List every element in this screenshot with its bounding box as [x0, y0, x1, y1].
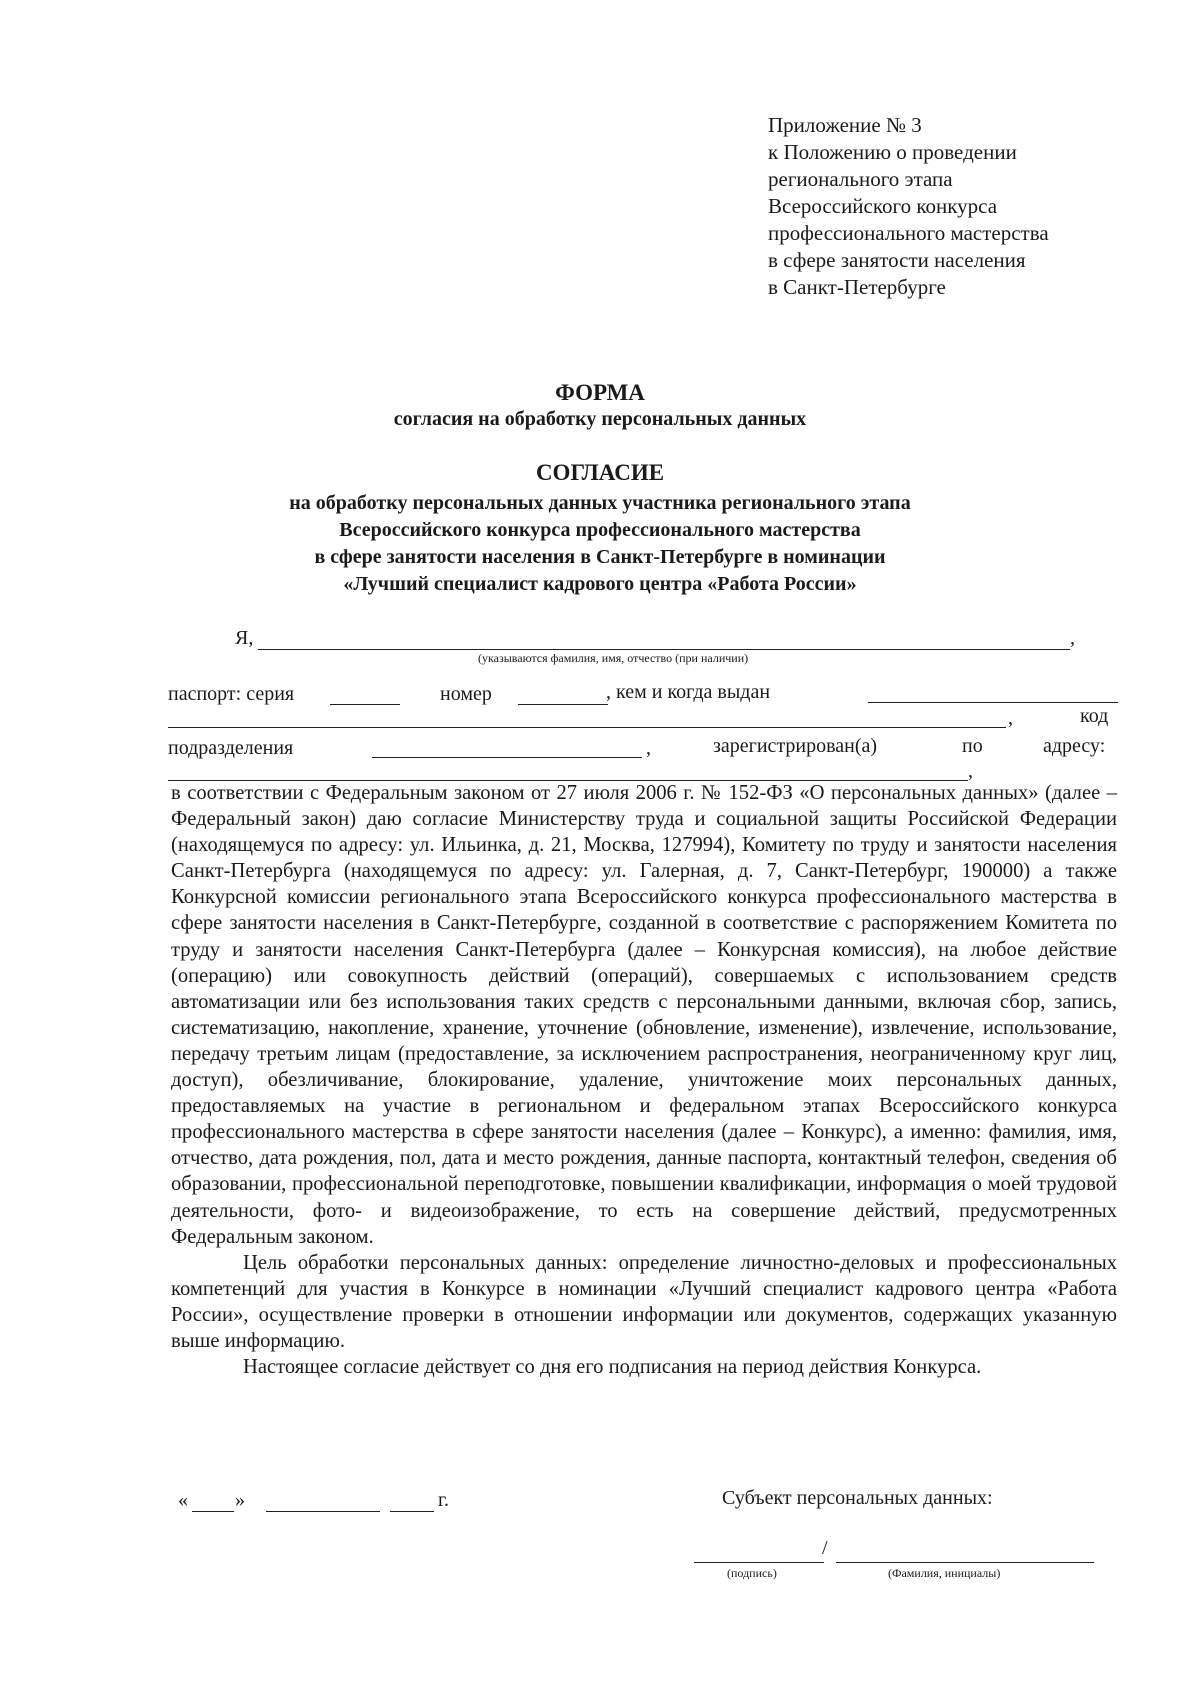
- issued-label: , кем и когда выдан: [606, 681, 771, 703]
- form-subtitle: согласия на обработку персональных данных: [393, 408, 807, 430]
- date-day-line[interactable]: [192, 1511, 234, 1512]
- division-label: подразделения: [168, 737, 294, 759]
- consent-title: СОГЛАСИЕ: [535, 460, 665, 485]
- form-title: ФОРМА: [555, 380, 645, 405]
- body-paragraph-3: Настоящее согласие действует со дня его подписания на период действия Конкурса.: [243, 1356, 982, 1379]
- passport-label: паспорт: серия: [168, 683, 295, 705]
- issued-continuation-line[interactable]: [168, 727, 1006, 728]
- passport-series-line[interactable]: [330, 704, 400, 705]
- passport-number-line[interactable]: [518, 704, 608, 705]
- consent-subtitle: на обработку персональных данных участника регионального этапа Всероссийского конкурса профессионального мастерства в сфере занятости населения в Санкт-Петербурге в номинации «Лучший специалист кадрового центра «Работа России»: [289, 492, 911, 595]
- subject-label: Субъект персональных данных:: [722, 1487, 993, 1509]
- body-paragraph-1: в соответствии с Федеральным законом от 27 июля 2006 г. № 152-ФЗ «О персональных данных» (далее – Федеральный закон) даю согласие Министерству труда и социальной защиты Российской Федерации (находящемуся по адресу: ул. Ильинка, д. 21, Москва, 127994), Комитету по труду и занятости населения Санкт-Петербурга (находящемуся по адресу: ул. Галерная, д. 7, Санкт-Петербург, 190000) а также Конкурсной комиссии регионального этапа Всероссийского конкурса профессионального мастерства в сфере занятости населения в Санкт-Петербурге, созданной в соответствие с распоряжением Комитета по труду и занятости населения Санкт-Петербурга (далее – Конкурсная комиссия), на любое действие (операцию) или совокупность действий (операций), совершаемых с использованием средств автоматизации или без использования таких средств с персональными данными, включая сбор, запись, систематизацию, накопление, хранение, уточнение (обновление, изменение), извлечение, использование, передачу третьим лицам (предоставление, за исключением распространения, неограниченному круг лиц, доступ), обезличивание, блокирование, удаление, уничтожение моих персональных данных, предоставляемых на участие в региональном и федеральном этапах Всероссийского конкурса профессионального мастерства в сфере занятости населения (далее – Конкурс), а именно: фамилия, имя, отчество, дата рождения, пол, дата и место рождения, данные паспорта, контактный телефон, сведения об образовании, профессиональной переподготовке, повышении квалификации, информация о моей трудовой деятельности, фото- и видеоизображение, то есть на совершение действий, предусмотренных Федеральным законом.: [171, 782, 1117, 1248]
- address-comma: ,: [968, 760, 973, 782]
- registered-label: зарегистрирован(а): [713, 735, 878, 757]
- name-initials-line[interactable]: [836, 1562, 1094, 1563]
- issued-line[interactable]: [868, 702, 1118, 703]
- signature-slash: /: [822, 1537, 828, 1559]
- body-paragraph-2: Цель обработки персональных данных: определение личностно-деловых и профессиональных компетенций для участия в Конкурсе в номинации «Лучший специалист кадрового центра «Работа России», осуществление проверки в отношении информации или документов, содержащих указанную выше информацию.: [171, 1251, 1117, 1352]
- date-month-line[interactable]: [266, 1511, 380, 1512]
- division-code-line[interactable]: [372, 757, 642, 758]
- code-label: код: [1080, 705, 1109, 727]
- consent-body: [171, 780, 1117, 1380]
- appendix-reference: Приложение № 3 к Положению о проведении регионального этапа Всероссийского конкурса профессионального мастерства в сфере занятости населения в Санкт-Петербурге: [768, 113, 1049, 299]
- issued-comma: ,: [1008, 707, 1013, 729]
- year-suffix: г.: [438, 1489, 449, 1511]
- division-comma: ,: [646, 737, 651, 759]
- fio-caption: (указываются фамилия, имя, отчество (при наличии): [478, 651, 749, 665]
- date-quote-open: «: [178, 1489, 188, 1511]
- po-label: по: [962, 735, 983, 757]
- name-caption: (Фамилия, инициалы): [888, 1566, 1001, 1580]
- i-label: Я,: [235, 627, 254, 649]
- fio-comma: ,: [1070, 627, 1075, 649]
- date-year-line[interactable]: [390, 1511, 434, 1512]
- signature-caption: (подпись): [727, 1566, 777, 1580]
- fio-line[interactable]: [258, 649, 1070, 650]
- address-label: адресу:: [1043, 735, 1106, 757]
- date-quote-close: »: [235, 1489, 245, 1511]
- passport-number-label: номер: [440, 683, 492, 705]
- signature-line[interactable]: [694, 1562, 824, 1563]
